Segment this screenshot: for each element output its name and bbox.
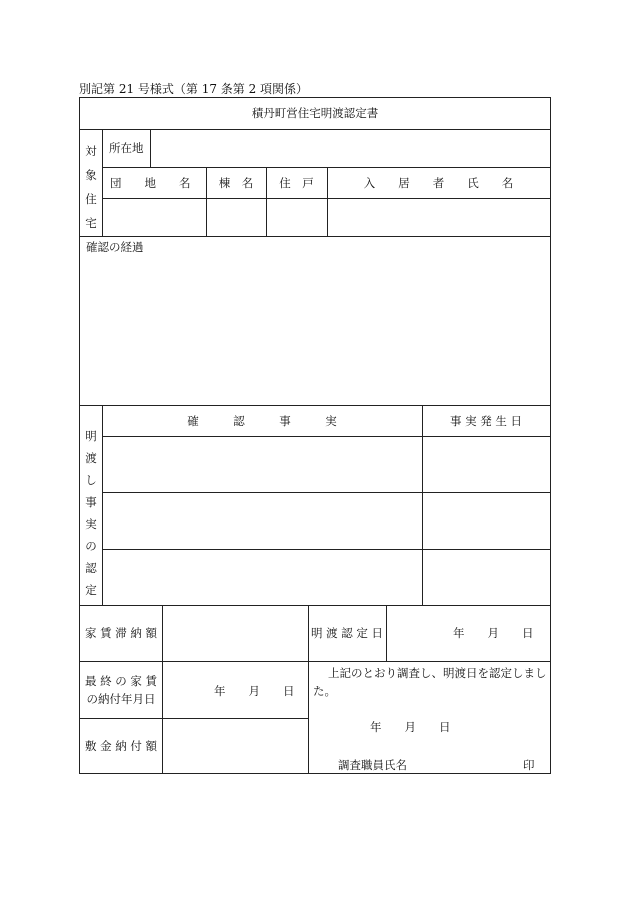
last-rent-label-line2: の納付年月日 — [86, 692, 156, 706]
fact-date-field[interactable] — [423, 493, 549, 548]
building-name-header: 棟 名 — [218, 176, 254, 190]
statement-line2: た。 — [313, 684, 336, 698]
confirmation-process-label: 確認の経過 — [86, 240, 144, 254]
confirmation-process-field[interactable] — [81, 258, 549, 404]
rent-arrears-field[interactable] — [163, 606, 307, 660]
location-field[interactable] — [151, 130, 549, 166]
statement-date[interactable]: 年 月 日 — [370, 720, 451, 734]
unit-header: 住 戸 — [279, 176, 314, 190]
rule — [386, 605, 387, 661]
vacancy-confirmation-label: 明 渡 し 事 実 の 認 定 — [85, 429, 97, 597]
fact-date-field[interactable] — [423, 550, 549, 604]
confirmed-fact-field[interactable] — [103, 550, 421, 604]
confirmed-facts-header: 確 認 事 実 — [187, 414, 337, 428]
estate-name-header: 団 地 名 — [110, 176, 191, 190]
resident-name-field[interactable] — [328, 199, 549, 235]
seal-mark: 印 — [523, 758, 535, 772]
rule — [80, 605, 550, 606]
location-label: 所在地 — [109, 141, 144, 155]
statement-line1: 上記のとおり調査し、明渡日を認定しまし — [328, 666, 547, 680]
rule — [80, 236, 550, 237]
vacancy-date-label: 明 渡 認 定 日 — [310, 626, 384, 640]
last-rent-label-line1: 最 終 の 家 賃 — [84, 674, 158, 688]
form-caption: 別記第 21 号様式（第 17 条第 2 項関係） — [79, 82, 309, 96]
rent-arrears-label: 家 賃 滞 納 額 — [84, 626, 158, 640]
form-title: 積丹町営住宅明渡認定書 — [251, 106, 379, 120]
target-housing-label: 対 象 住 宅 — [85, 144, 97, 230]
estate-name-field[interactable] — [103, 199, 205, 235]
last-rent-date-value[interactable]: 年 月 日 — [214, 684, 295, 698]
resident-name-header: 入 居 者 氏 名 — [363, 176, 514, 190]
fact-date-header: 事 実 発 生 日 — [449, 414, 523, 428]
rule — [102, 167, 550, 168]
unit-field[interactable] — [267, 199, 326, 235]
confirmed-fact-field[interactable] — [103, 437, 421, 491]
deposit-field[interactable] — [163, 719, 307, 772]
vacancy-certification-form — [79, 97, 551, 774]
building-name-field[interactable] — [207, 199, 265, 235]
deposit-label: 敷 金 納 付 額 — [84, 739, 158, 753]
rule — [80, 405, 550, 406]
investigator-name-field[interactable] — [415, 754, 515, 772]
fact-date-field[interactable] — [423, 437, 549, 491]
investigator-label: 調査職員氏名 — [338, 758, 407, 772]
rule — [80, 661, 550, 662]
confirmed-fact-field[interactable] — [103, 493, 421, 548]
vacancy-date-value[interactable]: 年 月 日 — [453, 626, 534, 640]
